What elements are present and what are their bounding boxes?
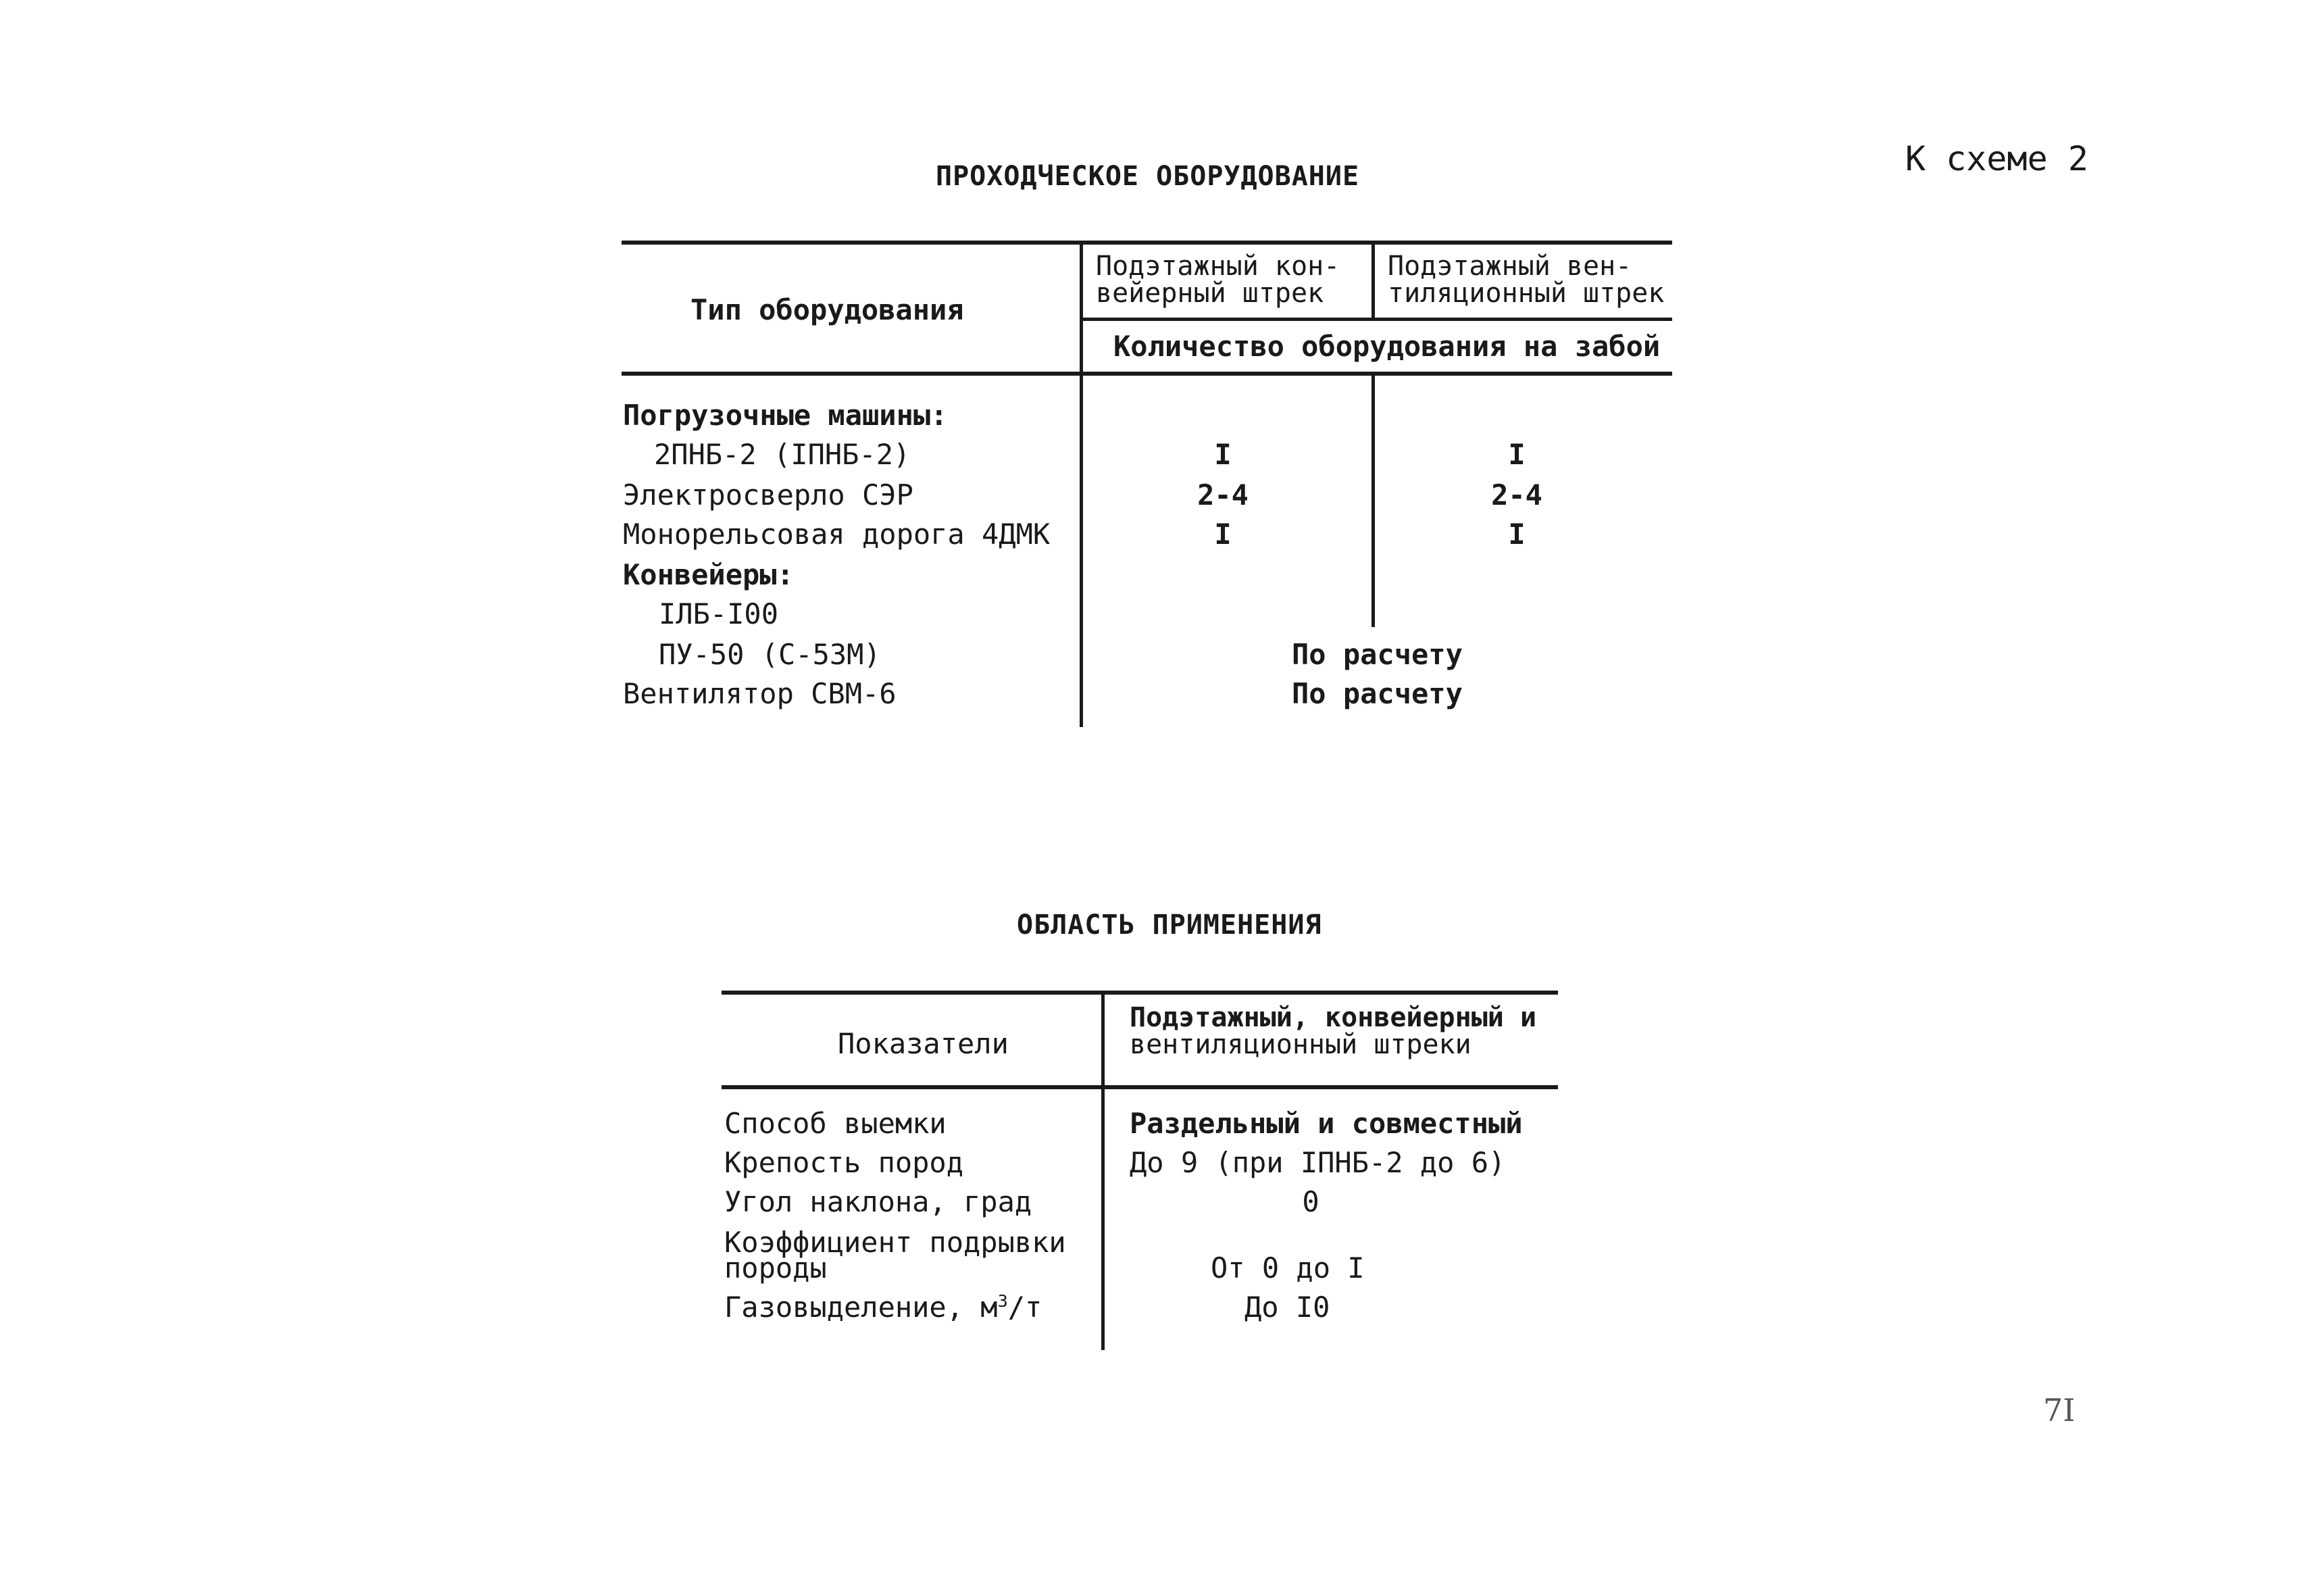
value-header-line2: вентиляционный штреки <box>1130 1029 1472 1060</box>
indicators-header: Показатели <box>838 1027 1009 1060</box>
scheme-reference-label: К схеме 2 <box>1905 139 2088 178</box>
application-row-name: Способ выемки <box>724 1107 947 1140</box>
equipment-row-name: Конвейеры: <box>623 558 794 591</box>
application-row-name-line1: Коэффициент подрывки <box>724 1226 1066 1259</box>
gas-label-prefix: Газовыделение, м <box>724 1291 998 1324</box>
conveyor-drift-header-line2: вейерный штрек <box>1096 278 1324 309</box>
application-row-name: Крепость пород <box>724 1146 964 1179</box>
equipment-row-conveyor-qty: 2-4 <box>1197 478 1249 512</box>
equipment-row-name: Вентилятор СВМ-6 <box>623 677 897 710</box>
equipment-row-ventilation-qty: I <box>1508 518 1526 551</box>
application-row-value: До I0 <box>1244 1291 1330 1324</box>
equipment-row-merged-qty: По расчету <box>1292 677 1463 710</box>
equipment-table-subheader-rule <box>1081 318 1672 321</box>
equipment-row-ventilation-qty: 2-4 <box>1491 478 1542 512</box>
gas-label-suffix: /т <box>1007 1291 1042 1324</box>
application-row-name <box>724 1293 1042 1322</box>
application-row-name-line2: породы <box>724 1251 827 1285</box>
application-row-value: Раздельный и совместный <box>1130 1107 1523 1140</box>
application-table-header-rule <box>722 1085 1558 1089</box>
equipment-row-merged-qty: По расчету <box>1292 638 1463 671</box>
ventilation-drift-header-line2: тиляционный штрек <box>1388 278 1665 309</box>
equipment-row-conveyor-qty: I <box>1214 438 1232 471</box>
equipment-row-name: Монорельсовая дорога 4ДМК <box>623 518 1051 551</box>
equipment-table-header-rule <box>622 372 1672 376</box>
equipment-row-name: IЛБ-I00 <box>659 597 779 630</box>
application-row-value: 0 <box>1302 1185 1319 1218</box>
gas-label-exponent: 3 <box>997 1291 1008 1311</box>
conveyor-drift-header-line1: Подэтажный кон- <box>1096 251 1340 282</box>
equipment-table-top-rule <box>622 241 1672 245</box>
equipment-row-name: 2ПНБ-2 (IПНБ-2) <box>654 438 911 471</box>
application-row-value: От 0 до I <box>1211 1251 1365 1285</box>
application-table-divider <box>1101 991 1105 1350</box>
equipment-row-conveyor-qty: I <box>1214 518 1232 551</box>
equipment-table-divider-middle-body <box>1372 374 1375 627</box>
value-header-line1: Подэтажный, конвейерный и <box>1130 1002 1537 1033</box>
equipment-row-name: ПУ-50 (С-53М) <box>659 638 881 671</box>
quantity-header: Количество оборудования на забой <box>1113 330 1661 363</box>
equipment-row-name: Электросверло СЭР <box>623 478 913 512</box>
equipment-table-divider-middle-header <box>1372 241 1375 319</box>
equipment-row-name: Погрузочные машины: <box>623 399 948 432</box>
equipment-table-divider-left <box>1080 241 1083 727</box>
application-table-title: ОБЛАСТЬ ПРИМЕНЕНИЯ <box>1017 909 1322 941</box>
equipment-row-ventilation-qty: I <box>1508 438 1526 471</box>
application-table-top-rule <box>722 991 1558 995</box>
equipment-table-title: ПРОХОДЧЕСКОЕ ОБОРУДОВАНИЕ <box>936 161 1360 192</box>
application-row-name: Угол наклона, град <box>724 1185 1032 1218</box>
application-row-value: До 9 (при IПНБ-2 до 6) <box>1130 1146 1506 1179</box>
page-number: 7I <box>2043 1392 2076 1428</box>
ventilation-drift-header-line1: Подэтажный вен- <box>1388 251 1632 282</box>
equipment-type-header: Тип оборудования <box>690 293 964 326</box>
